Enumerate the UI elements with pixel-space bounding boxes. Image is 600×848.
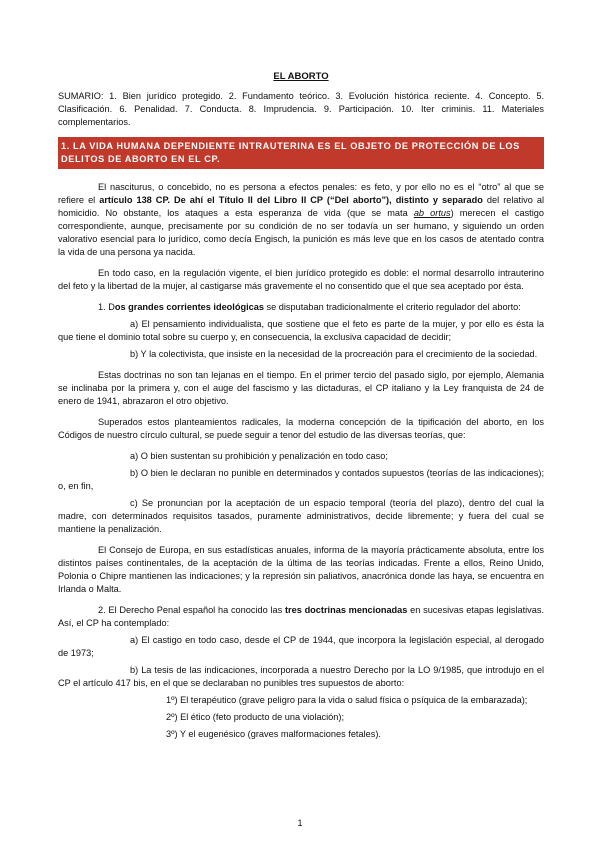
summary: SUMARIO: 1. Bien jurídico protegido. 2. Fundamento teórico. 3. Evolución histórica reciente. 4. Concepto. 5. Clasificación. 6. Penalidad. 7. Conducta. 8. Imprudencia. 9. Participación. 10. Iter criminis. 11. Materiales complementarios.: [58, 91, 544, 127]
paragraph-eugenesico: 3º) Y el eugenésico (graves malformaciones fetales).: [166, 729, 381, 739]
paragraph-terapeutico: 1º) El terapéutico (grave peligro para la vida o salud física o psíquica de la embarazada);: [166, 695, 528, 705]
paragraph-doctrinas: Estas doctrinas no son tan lejanas en el tiempo. En el primer tercio del pasado siglo, por ejemplo, Alemania se inclinaba por la primera y, con el auge del fascismo y las dictaduras, el CP italiano y la Ley franquista de 24 de enero de 1941, abrazaron el otro objetivo.: [58, 370, 544, 406]
document-title: EL ABORTO: [273, 71, 329, 82]
paragraph-derecho-espanol: 2. El Derecho Penal español ha conocido las tres doctrinas mencionadas en sucesivas etapas legislativas. Así, el CP ha contemplado:: [58, 605, 545, 628]
paragraph-corrientes: 1. Dos grandes corrientes ideológicas se disputaban tradicionalmente el criterio regulador del aborto:: [98, 302, 521, 312]
section-banner: 1. LA VIDA HUMANA DEPENDIENTE INTRAUTERINA ES EL OBJETO DE PROTECCIÓN DE LOS DELITOS DE ABORTO EN EL CP.: [58, 137, 544, 169]
page-number: 1: [297, 818, 303, 828]
paragraph-option-b: b) O bien le declaran no punible en determinados y contados supuestos (teorías de las indicaciones); o, en fin,: [58, 468, 544, 491]
paragraph-etico: 2º) El ético (feto producto de una violación);: [166, 712, 345, 722]
paragraph-colectivista: b) Y la colectivista, que insiste en la necesidad de la procreación para el crecimiento de la sociedad.: [130, 349, 538, 359]
paragraph-bien-juridico: En todo caso, en la regulación vigente, el bien jurídico protegido es doble: el normal desarrollo intrauterino del feto y la libertad de la mujer, al castigarse más gravemente el no consentido que el que sea aceptado por ésta.: [58, 268, 544, 291]
paragraph-option-c: c) Se pronuncian por la aceptación de un espacio temporal (teoría del plazo), dentro del cual la madre, con determinados requisitos tasados, puramente administrativos, decide libremente; y fuera del cual se mantiene la penalización.: [58, 498, 544, 534]
paragraph-nasciturus: El nasciturus, o concebido, no es persona a efectos penales: es feto, y por ello no es el “otro” al que se refiere el artículo 138 CP. De ahí el Título II del Libro II CP (“Del aborto”), distinto y separado del relativo al homicidio. No obstante, los ataques a esta esperanza de vida (que se mata ab ortus) merecen el castigo correspondiente, aunque, precisamente por su condición de no ser todavía un ser humano, y siguiendo un orden valorativo esencial para lo jurídico, como decía Engisch, la punición es más leve que en los casos de atentado contra la vida de una persona ya nacida.: [58, 182, 544, 257]
paragraph-individualista: a) El pensamiento individualista, que sostiene que el feto es parte de la mujer, y por ello es ésta la que tiene el dominio total sobre su cuerpo y, en consecuencia, la exclusiva capacidad de decidir;: [58, 319, 544, 342]
paragraph-indicaciones: b) La tesis de las indicaciones, incorporada a nuestro Derecho por la LO 9/1985, que introdujo en el CP el artículo 417 bis, en el que se declaraban no punibles tres supuestos de aborto:: [58, 665, 544, 688]
paragraph-castigo: a) El castigo en todo caso, desde el CP de 1944, que incorpora la legislación especial, al derogado de 1973;: [58, 635, 544, 658]
paragraph-consejo-europa: El Consejo de Europa, en sus estadísticas anuales, informa de la mayoría prácticamente absoluta, entre los distintos países continentales, de la aceptación de la última de las teorías indicadas. Frente a ellos, Reino Unido, Polonia o Chipre mantienen las indicaciones; y la represión sin paliativos, anacrónica donde las haya, se encuentra en Irlanda o Malta.: [58, 545, 544, 594]
paragraph-option-a: a) O bien sustentan su prohibición y penalización en todo caso;: [130, 451, 388, 461]
document-page: [58, 70, 544, 745]
paragraph-superados: Superados estos planteamientos radicales, la moderna concepción de la tipificación del aborto, en los Códigos de nuestro círculo cultural, se puede seguir a tenor del estudio de las diversas teorías, que:: [58, 417, 544, 440]
